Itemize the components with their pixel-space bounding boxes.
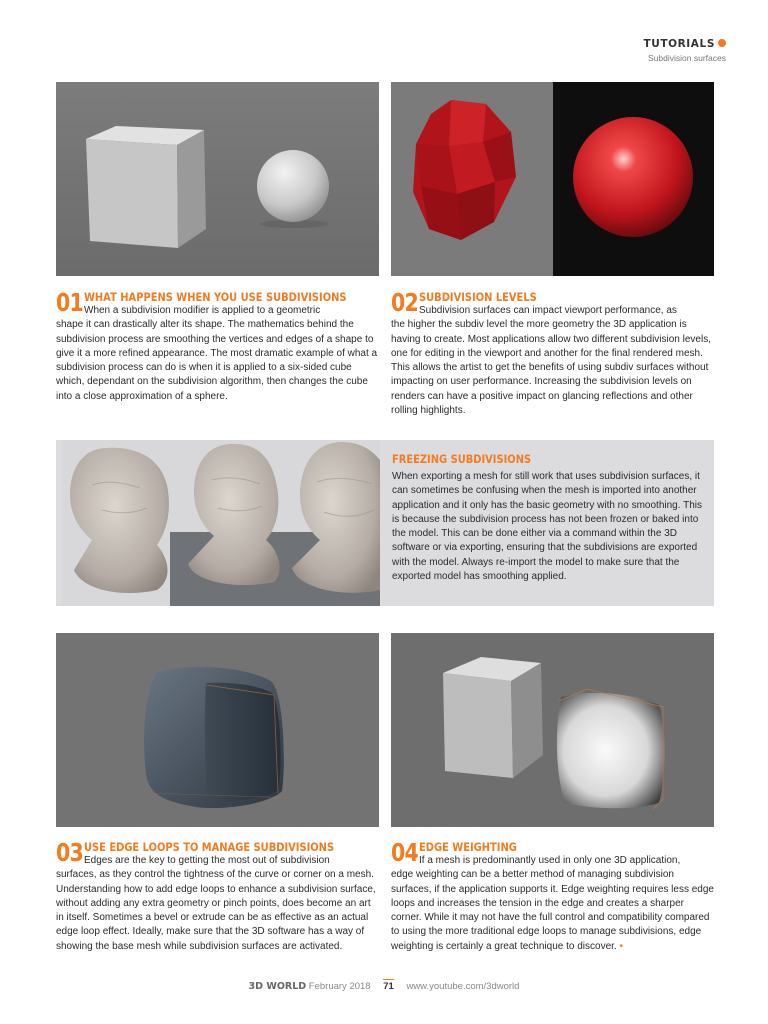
- image-sculpted-heads: [62, 440, 380, 606]
- step-title: USE EDGE LOOPS TO MANAGE SUBDIVISIONS: [84, 840, 335, 854]
- step-02: [391, 290, 714, 418]
- section-subtitle: Subdivision surfaces: [648, 53, 726, 63]
- step-body: Subdivision surfaces can impact viewport performance, as the higher the subdiv level the more geometry the 3D application is having to create. Most applications allow two different subdivision levels, one for editing in the viewport and another for the final rendered mesh. This allows the artist to get the benefits of using subdiv surfaces without impacting on user performance. Increasing the subdivision levels on renders can have a positive impact on glancing reflections and other rolling highlights.: [391, 305, 711, 417]
- step-04: [391, 840, 714, 954]
- step-number: 02: [391, 288, 418, 317]
- magazine-name: 3D WORLD: [248, 981, 307, 992]
- page-number: 71: [383, 981, 394, 992]
- footer-url[interactable]: www.youtube.com/3dworld: [406, 981, 520, 992]
- box-body: When exporting a mesh for still work that uses subdivision surfaces, it can sometimes be confusing when the mesh is imported into another application and it only has the basic geometry with no smoothing. This is because the subdivision process has not been frozen or baked into the model. This can be done either via a command within the 3D software or via exporting, ensuring that the subdivisions are exported with the model. Always re-import the model to make sure that the exported model has smoothing applied.: [392, 471, 702, 583]
- box-title: FREEZING SUBDIVISIONS: [392, 452, 532, 466]
- step-title: SUBDIVISION LEVELS: [419, 290, 537, 304]
- step-number: 03: [56, 838, 83, 867]
- image-cube-and-sphere: [56, 82, 379, 276]
- freezing-subdivisions-box: [56, 440, 714, 606]
- step-01: [56, 290, 379, 404]
- step-body: Edges are the key to getting the most out of subdivision surfaces, as they control the tightness of the curve or corner on a mesh. Understanding how to add edge loops to enhance a subdivision surface, without adding any extra geometry or pinch points, does become an art in itself. Sometimes a bevel or extrude can be as effective as an actual edge loop effect. Ideally, make sure that the 3D software has a way of showing the base mesh while subdivision surfaces are activated.: [56, 855, 376, 952]
- orange-dot-icon: [718, 39, 726, 47]
- step-number: 01: [56, 288, 83, 317]
- step-title: WHAT HAPPENS WHEN YOU USE SUBDIVISIONS: [84, 290, 347, 304]
- end-mark-icon: •: [616, 940, 623, 952]
- page-footer: [0, 981, 768, 992]
- image-red-subdivision-levels: [391, 82, 714, 276]
- step-number: 04: [391, 838, 418, 867]
- step-body: If a mesh is predominantly used in only one 3D application, edge weighting can be a better method of managing subdivision surfaces, if the application supports it. Edge weighting requires less edge loops and increases the tension in the edge and creates a sharper corner. While it may not have the full control and compatibility compared to using the more traditional edge loops to manage subdivisions, edge weighting is certainly a great technique to discover. •: [391, 855, 714, 952]
- page-header: [643, 38, 726, 63]
- image-edge-weighting-cubes: [391, 633, 714, 827]
- step-03: [56, 840, 379, 954]
- issue-date: February 2018: [308, 981, 371, 992]
- image-edge-loops-cube: [56, 633, 379, 827]
- section-label: TUTORIALS: [643, 38, 726, 50]
- step-body: When a subdivision modifier is applied to a geometric shape it can drastically alter its shape. The mathematics behind the subdivision process are smoothing the vertices and edges of a shape to give it a more refined appearance. The most dramatic example of what a subdivision process can do is when it is applied to a six-sided cube which, dependant on the subdivision algorithm, then changes the cube into a close approximation of a sphere.: [56, 305, 378, 402]
- step-title: EDGE WEIGHTING: [419, 840, 517, 854]
